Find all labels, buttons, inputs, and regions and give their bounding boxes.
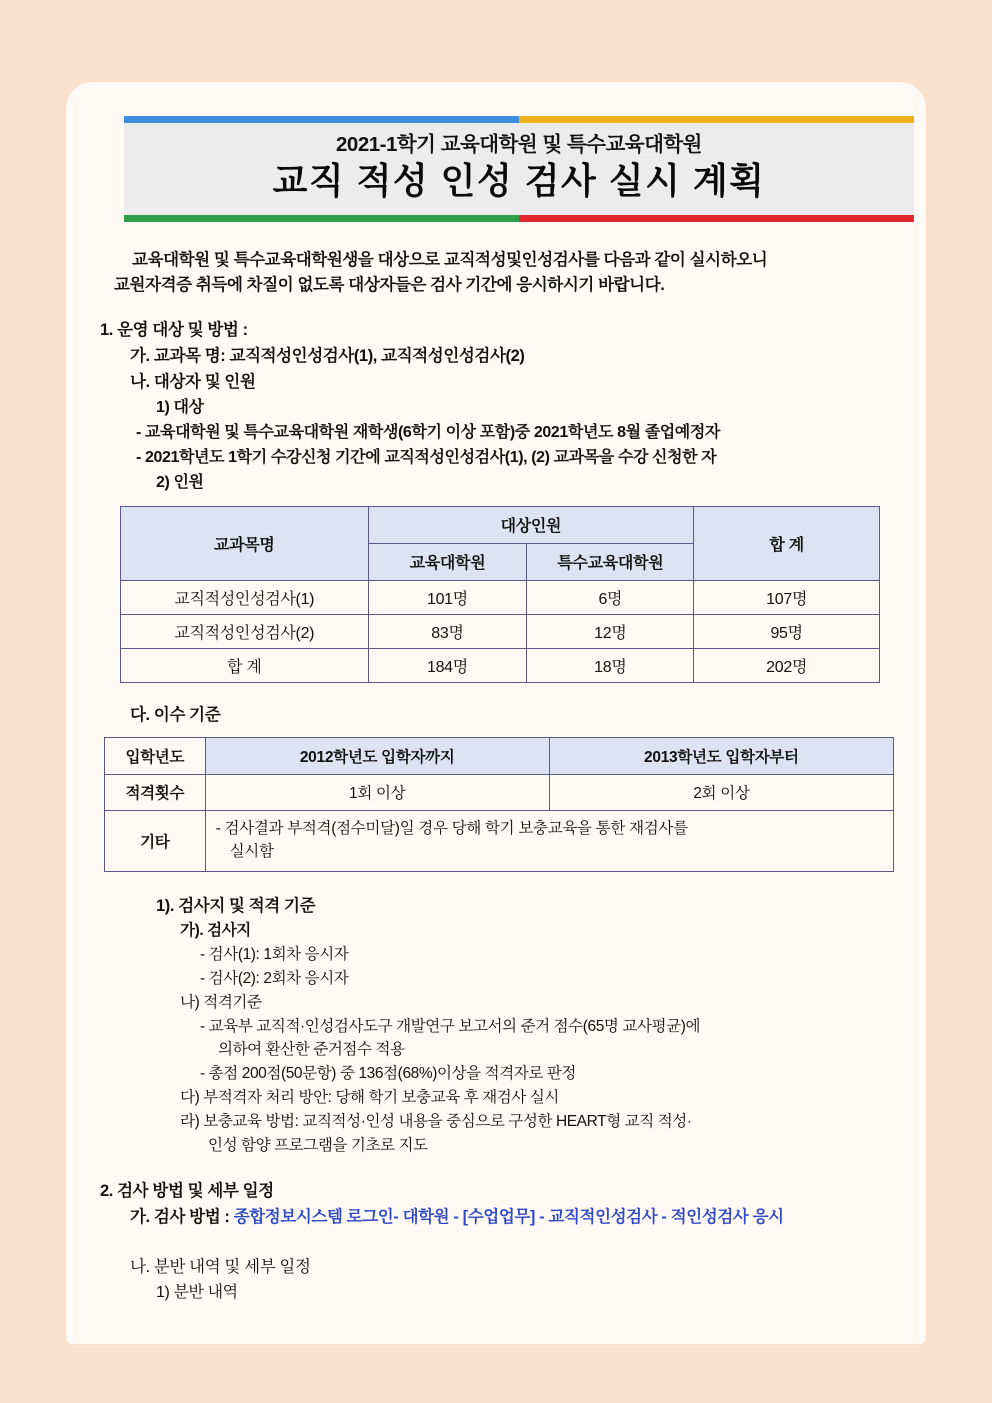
section-1-item-b1-dash-1: - 교육대학원 및 특수교육대학원 재학생(6학기 이상 포함)중 2021학년도 8월 졸업예정자 bbox=[136, 423, 720, 441]
document-page bbox=[66, 82, 926, 1344]
cell-total: 107명 bbox=[694, 580, 880, 614]
title-box bbox=[124, 123, 914, 215]
section-1-item-b: 나. 대상자 및 인원 bbox=[130, 372, 256, 391]
cell-grad: 83명 bbox=[368, 614, 527, 648]
section-1 bbox=[96, 316, 896, 492]
sub-item-ra-line-2: 인성 함양 프로그램을 기초로 지도 bbox=[208, 1137, 428, 1155]
section-2-item-a bbox=[130, 1203, 896, 1227]
section-1-item-b2: 2) 인원 bbox=[156, 473, 204, 491]
sub-item-ra: 라) 보충교육 방법: 교직적성·인성 내용을 중심으로 구성한 HEART형 교직 적성· bbox=[180, 1113, 692, 1131]
table-row bbox=[121, 648, 880, 682]
cell-pass-until-2012: 1회 이상 bbox=[205, 774, 549, 810]
section-1-item-a: 가. 교과목 명: 교직적성인성검사(1), 교직적성인성검사(2) bbox=[130, 346, 525, 365]
header-target: 대상인원 bbox=[368, 506, 694, 543]
cell-pass-from-2013: 2회 이상 bbox=[549, 774, 893, 810]
section-2-item-a-value: 종합정보시스템 로그인- 대학원 - [수업업무] - 교직적인성검사 - 적인성검사 응시 bbox=[233, 1208, 784, 1227]
sub-item-na-dash-1b: 의하여 환산한 준거점수 적용 bbox=[218, 1041, 405, 1059]
cell-subject: 합 계 bbox=[121, 648, 369, 682]
section-1-item-c: 다. 이수 기준 bbox=[130, 705, 221, 724]
etc-note-line-1: - 검사결과 부적격(점수미달)일 경우 당해 학기 보충교육을 통한 재검사를 bbox=[215, 819, 688, 837]
section-2-item-b: 나. 분반 내역 및 세부 일정 bbox=[130, 1258, 311, 1277]
cell-total: 202명 bbox=[694, 648, 880, 682]
table-row bbox=[121, 614, 880, 648]
intro-paragraph bbox=[114, 248, 878, 299]
sub-item-na-dash-2: - 총점 200점(50문항) 중 136점(68%)이상을 적격자로 판정 bbox=[200, 1065, 577, 1083]
table-row bbox=[105, 810, 894, 872]
title-top-bar-left bbox=[124, 116, 519, 123]
section-1-item-b1: 1) 대상 bbox=[156, 398, 204, 416]
header-from-2013: 2013학년도 입학자부터 bbox=[549, 737, 893, 774]
section-1-item-b1-dash-2: - 2021학년도 1학기 수강신청 기간에 교직적성인성검사(1), (2) 교과목을 수강 신청한 자 bbox=[136, 448, 717, 466]
title-bottom-bar bbox=[124, 215, 914, 222]
header-total: 합 계 bbox=[694, 506, 880, 580]
cell-special: 12명 bbox=[527, 614, 694, 648]
section-1-sub bbox=[96, 892, 896, 1155]
cell-etc-note bbox=[205, 810, 893, 872]
header-until-2012: 2012학년도 입학자까지 bbox=[205, 737, 549, 774]
completion-criteria-table bbox=[104, 737, 894, 873]
document-title: 교직 적성 인성 검사 실시 계획 bbox=[272, 159, 766, 201]
title-top-bar-right bbox=[519, 116, 914, 123]
intro-line-1: 교육대학원 및 특수교육대학원생을 대상으로 교직적성및인성검사를 다음과 같이 실시하오니 bbox=[132, 250, 768, 269]
header-special: 특수교육대학원 bbox=[527, 543, 694, 580]
section-2-heading: 2. 검사 방법 및 세부 일정 bbox=[100, 1182, 274, 1201]
sub-heading-test-papers: 1). 검사지 및 적격 기준 bbox=[156, 897, 316, 916]
sub-item-ga: 가). 검사지 bbox=[180, 922, 251, 940]
section-2-item-a-label: 가. 검사 방법 : bbox=[130, 1208, 230, 1227]
header-subject: 교과목명 bbox=[121, 506, 369, 580]
header-grad: 교육대학원 bbox=[368, 543, 527, 580]
etc-note-line-2: 실시함 bbox=[229, 842, 274, 860]
title-bottom-bar-right bbox=[519, 215, 914, 222]
cell-special: 6명 bbox=[527, 580, 694, 614]
document-subtitle: 2021-1학기 교육대학원 및 특수교육대학원 bbox=[336, 133, 702, 156]
cell-subject: 교직적성인성검사(1) bbox=[121, 580, 369, 614]
row-label-etc: 기타 bbox=[105, 810, 206, 872]
row-label-pass-count: 적격횟수 bbox=[105, 774, 206, 810]
table-row bbox=[121, 580, 880, 614]
title-block bbox=[124, 116, 914, 222]
cell-special: 18명 bbox=[527, 648, 694, 682]
title-bottom-bar-left bbox=[124, 215, 519, 222]
sub-item-ga-dash-1: - 검사(1): 1회차 응시자 bbox=[200, 946, 349, 964]
section-2-item-b1: 1) 분반 내역 bbox=[156, 1284, 238, 1302]
sub-item-ga-dash-2: - 검사(2): 2회차 응시자 bbox=[200, 970, 349, 988]
table-header-row bbox=[121, 506, 880, 543]
section-1-heading: 1. 운영 대상 및 방법 : bbox=[100, 320, 248, 339]
row-label-admission-year: 입학년도 bbox=[105, 737, 206, 774]
target-count-table bbox=[120, 506, 880, 683]
section-2 bbox=[96, 1177, 896, 1302]
table-row bbox=[105, 774, 894, 810]
sub-item-na: 나) 적격기준 bbox=[180, 994, 262, 1012]
cell-grad: 184명 bbox=[368, 648, 527, 682]
sub-item-da: 다) 부적격자 처리 방안: 당해 학기 보충교육 후 재검사 실시 bbox=[180, 1089, 560, 1107]
table-row bbox=[105, 737, 894, 774]
cell-total: 95명 bbox=[694, 614, 880, 648]
title-top-bar bbox=[124, 116, 914, 123]
cell-grad: 101명 bbox=[368, 580, 527, 614]
sub-item-na-dash-1: - 교육부 교직적·인성검사도구 개발연구 보고서의 준거 점수(65명 교사평균)에 bbox=[200, 1018, 701, 1036]
cell-subject: 교직적성인성검사(2) bbox=[121, 614, 369, 648]
intro-line-2: 교원자격증 취득에 차질이 없도록 대상자들은 검사 기간에 응시하시기 바랍니다. bbox=[114, 276, 665, 295]
